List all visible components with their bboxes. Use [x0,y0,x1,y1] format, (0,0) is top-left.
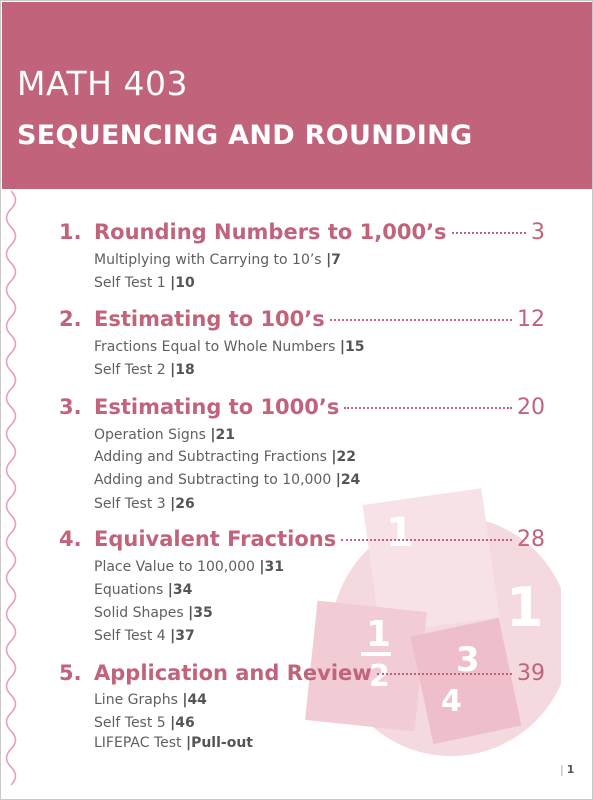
section-label: LIFEPAC Test [94,735,182,751]
dot-leader [452,232,526,234]
chapter-page: 20 [517,395,545,420]
section-entry[interactable] [94,275,195,291]
section-entry[interactable] [94,582,192,598]
section-entry[interactable] [94,362,195,378]
section-label: Equations [94,582,164,598]
dot-leader [344,407,512,409]
section-page: |10 [170,275,195,291]
section-label: Self Test 3 [94,496,166,512]
section-entry[interactable] [94,496,195,512]
svg-text:1: 1 [366,614,392,655]
chapter-page: 39 [517,661,545,686]
section-entry[interactable] [94,692,207,708]
page-title: MATH 403 [17,64,188,103]
section-label: Solid Shapes [94,605,184,621]
chapter-number: 4. [59,527,82,551]
chapter-title: Estimating to 1000’s [94,395,340,419]
chapter-title: Estimating to 100’s [94,307,325,331]
section-page: |22 [331,449,356,465]
dot-leader [341,539,512,541]
section-label: Fractions Equal to Whole Numbers [94,339,336,355]
svg-text:2: 2 [369,659,390,694]
chapter-title: Equivalent Fractions [94,527,337,551]
svg-text:3: 3 [456,640,480,680]
section-label: Line Graphs [94,692,178,708]
svg-text:1: 1 [386,510,414,556]
chapter-page: 3 [531,220,545,245]
section-label: Self Test 1 [94,275,166,291]
svg-text:4: 4 [441,684,462,719]
section-page: |37 [170,628,195,644]
section-label: Adding and Subtracting Fractions [94,449,327,465]
section-label: Self Test 4 [94,628,166,644]
section-entry[interactable] [94,628,195,644]
section-entry[interactable] [94,427,235,443]
footer-separator: | [560,763,564,776]
section-page: |15 [339,339,365,355]
section-page: |21 [210,427,236,443]
section-page: |35 [188,605,213,621]
section-label: Operation Signs [94,427,206,443]
section-page: |31 [259,559,285,575]
section-page: |7 [326,252,341,268]
dot-leader [377,673,512,675]
dot-leader [330,319,512,321]
section-page: |46 [170,715,195,731]
chapter-heading[interactable] [59,395,545,427]
chapter-number: 2. [59,307,82,331]
page-number: 1 [566,763,575,776]
section-entry[interactable] [94,605,213,621]
chapter-title: Rounding Numbers to 1,000’s [94,220,447,244]
section-entry[interactable] [94,339,365,355]
section-label: Self Test 2 [94,362,166,378]
chapter-heading[interactable] [59,661,545,693]
section-entry[interactable] [94,252,341,268]
section-label: Adding and Subtracting to 10,000 [94,472,332,488]
section-entry[interactable] [94,449,356,465]
chapter-number: 3. [59,395,82,419]
page-subtitle: SEQUENCING AND ROUNDING [17,120,473,151]
section-page: |44 [182,692,207,708]
chapter-heading[interactable] [59,527,545,559]
chapter-number: 5. [59,661,82,685]
chapter-heading[interactable] [59,220,545,252]
chapter-number: 1. [59,220,82,244]
chapter-title: Application and Review [94,661,372,685]
chapter-heading[interactable] [59,307,545,339]
section-label: Place Value to 100,000 [94,559,255,575]
chapter-page: 12 [517,307,545,332]
section-entry[interactable] [94,735,253,751]
section-page: |26 [170,496,195,512]
svg-text:1: 1 [506,576,544,639]
section-page: |18 [170,362,195,378]
section-entry[interactable] [94,559,284,575]
table-of-contents [1,1,593,800]
section-label: Multiplying with Carrying to 10’s [94,252,322,268]
section-entry[interactable] [94,472,360,488]
section-page: |Pull-out [185,735,253,751]
page-footer [560,763,574,776]
section-page: |24 [335,472,361,488]
chapter-page: 28 [517,527,545,552]
section-page: |34 [167,582,193,598]
section-label: Self Test 5 [94,715,166,731]
section-entry[interactable] [94,715,195,731]
